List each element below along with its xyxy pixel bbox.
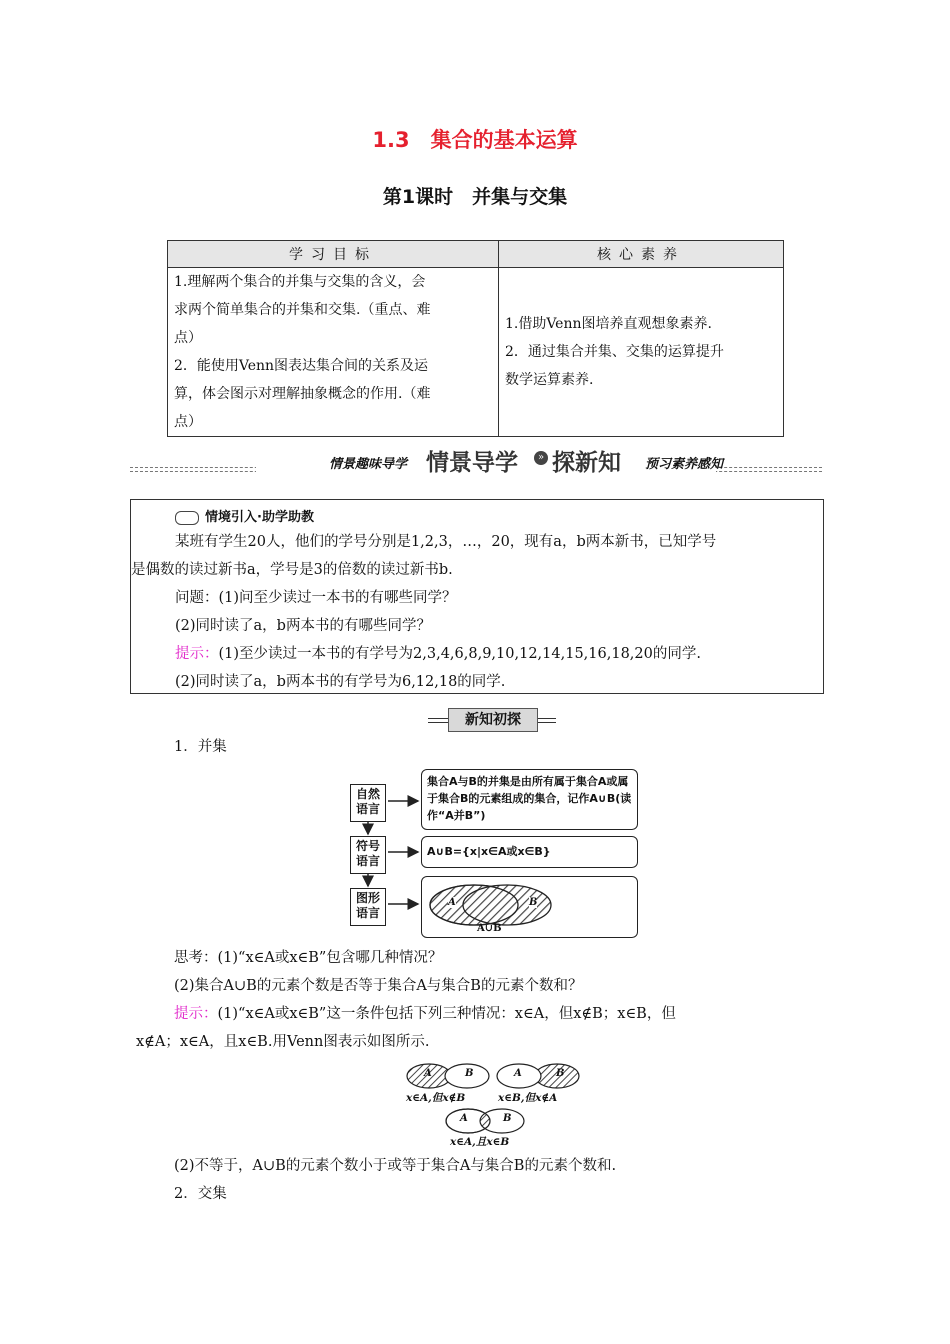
- goal-line: 求两个简单集合的并集和交集.（重点、难: [174, 302, 431, 318]
- case2-label-a: A: [514, 1068, 522, 1079]
- venn-label-b: B: [529, 897, 538, 908]
- natural-line: 集合A与B的并集是由所有属于集合A或属: [427, 775, 629, 788]
- lesson-title: 第1课时 并集与交集: [382, 186, 568, 208]
- hint-1: [175, 640, 701, 668]
- union-venn: [422, 877, 637, 939]
- venn-cases: [404, 1062, 584, 1152]
- scenario-text: 某班有学生20人，他们的学号分别是1,2,3，…，20，现有a，b两本新书，已知学号: [175, 534, 717, 550]
- literacy-line: 1.借助Venn图培养直观想象素养.: [505, 316, 712, 332]
- venn-label-a: A: [448, 897, 456, 908]
- hint-text: (1)至少读过一本书的有学号为2,3,4,6,8,9,10,12,14,15,16,18,20的同学.: [218, 646, 701, 662]
- natural-language-text: 自然语言: [355, 787, 380, 816]
- graph-language-text: 图形语言: [355, 891, 380, 920]
- goal-line: 1.理解两个集合的并集与交集的含义，会: [174, 274, 426, 290]
- natural-language-label: [350, 784, 386, 822]
- case2-caption: x∈B,但x∉A: [498, 1092, 558, 1104]
- goals-header: 学习目标: [168, 241, 499, 268]
- scenario-text: 是偶数的读过新书a，学号是3的倍数的读过新书b.: [131, 562, 453, 578]
- section-title: 1.3 集合的基本运算: [372, 128, 578, 152]
- arrow-circle-icon: »: [534, 451, 548, 465]
- natural-line: 作“A并B”): [427, 809, 486, 822]
- case3-label-a: A: [460, 1113, 468, 1124]
- literacy-cell: [499, 268, 784, 437]
- case3-label-b: B: [503, 1113, 512, 1124]
- literacy-line: 2．通过集合并集、交集的运算提升: [505, 344, 724, 360]
- literacy-header: 核心素养: [499, 241, 784, 268]
- case2-label-b: B: [556, 1068, 565, 1079]
- graph-language-box: [421, 876, 638, 938]
- new-knowledge-tab: [428, 708, 556, 730]
- natural-language-box: [421, 769, 638, 830]
- think-hint-1-cont: x∉A；x∈A，且x∈B.用Venn图表示如图所示.: [136, 1034, 430, 1050]
- think-q2: (2)集合A∪B的元素个数是否等于集合A与集合B的元素个数和？: [174, 978, 583, 994]
- literacy-line: 数学运算素养.: [505, 372, 594, 388]
- case1-label-b: B: [465, 1068, 474, 1079]
- new-knowledge-label: 新知初探: [448, 708, 538, 732]
- symbol-language-box: [421, 836, 638, 868]
- question-1: 问题：(1)问至少读过一本书的有哪些同学？: [175, 590, 457, 606]
- hint-label: 提示：: [174, 1006, 218, 1022]
- graph-language-label: [350, 888, 386, 926]
- pointing-hand-icon: [175, 511, 199, 525]
- case1-label-a: A: [424, 1068, 432, 1079]
- union-diagram: [345, 766, 640, 944]
- symbol-language-label: [350, 836, 386, 874]
- hint-2: (2)同时读了a，b两本书的有学号为6,12,18的同学.: [175, 674, 506, 690]
- banner-left: 情景趣味导学: [329, 457, 408, 472]
- symbol-text: A∪B={x|x∈A或x∈B}: [427, 845, 551, 858]
- union-heading: 1．并集: [174, 739, 227, 755]
- scenario-heading-text: 情境引入·助学助教: [205, 510, 314, 525]
- banner-right: 预习素养感知: [645, 457, 724, 472]
- banner-main-b: 探新知: [552, 450, 621, 476]
- hint-label: 提示：: [175, 646, 219, 662]
- banner-main-a: 情景导学: [426, 450, 518, 476]
- goals-cell: [168, 268, 499, 437]
- case3-caption: x∈A,且x∈B: [450, 1136, 510, 1148]
- intersection-heading: 2．交集: [174, 1186, 227, 1202]
- symbol-language-text: 符号语言: [355, 839, 380, 868]
- goals-table: [167, 240, 784, 437]
- venn-caption: A∪B: [477, 923, 502, 934]
- think-hint-1: [174, 1000, 676, 1028]
- think-hint-2: (2)不等于，A∪B的元素个数小于或等于集合A与集合B的元素个数和.: [174, 1158, 617, 1174]
- scenario-heading: [175, 506, 314, 525]
- natural-line: 于集合B的元素组成的集合，记作A∪B(读: [427, 792, 632, 805]
- scenario-box: [130, 499, 824, 694]
- think-q1: 思考：(1)“x∈A或x∈B”包含哪几种情况？: [174, 950, 443, 966]
- goal-line: 点）: [174, 414, 202, 430]
- question-2: (2)同时读了a，b两本书的有哪些同学？: [175, 618, 431, 634]
- goal-line: 算，体会图示对理解抽象概念的作用.（难: [174, 386, 431, 402]
- goal-line: 2．能使用Venn图表达集合间的关系及运: [174, 358, 429, 374]
- case1-caption: x∈A,但x∉B: [406, 1092, 466, 1104]
- goal-line: 点）: [174, 330, 202, 346]
- hint-text: (1)“x∈A或x∈B”这一条件包括下列三种情况：x∈A，但x∉B；x∈B，但: [217, 1006, 676, 1022]
